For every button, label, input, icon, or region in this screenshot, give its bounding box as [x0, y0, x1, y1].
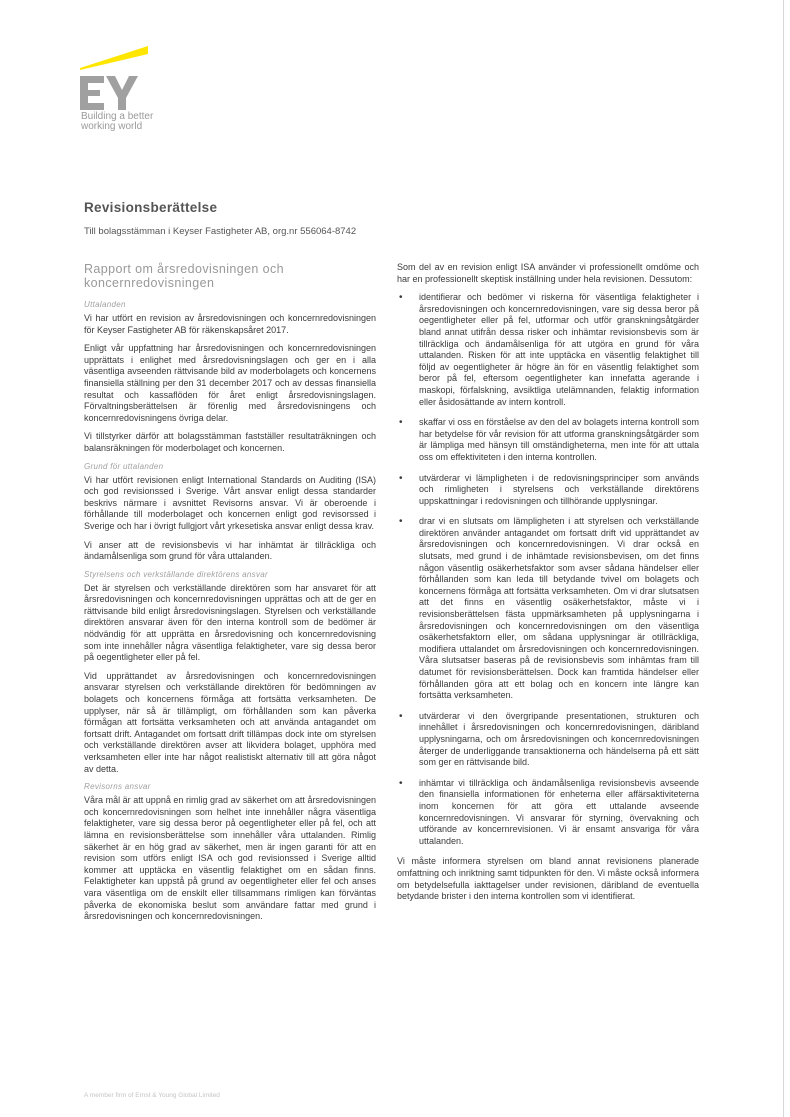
logo-e-mid — [80, 90, 100, 96]
logo-e-bottom — [80, 103, 104, 110]
bullet-icon: • — [399, 417, 403, 429]
logo-tagline-line2: working world — [81, 121, 143, 132]
bullet-icon: • — [399, 710, 403, 722]
ey-logo-mark — [78, 46, 188, 112]
bullet-icon: • — [399, 472, 403, 484]
footer-note: A member firm of Ernst & Young Global Limited — [84, 1092, 220, 1099]
list-item — [397, 516, 699, 702]
subheading-styrelsens-ansvar: Styrelsens och verkställande direktörens ansvar — [84, 569, 268, 579]
paragraph-styrelsens-ansvar-1: Det är styrelsen och verkställande direktören som har ansvaret för att årsredovisningen och koncernredovisningen upprättas och att de ger en rättvisande bild enligt årsredovisningslagen. Styrelsen och verkställande direktören ansvarar även för den interna kontroll som de bedömer är nödvändig för att upprätta en årsredovisning och koncernredovisning som inte innehåller några väsentliga felaktigheter, vare sig dessa beror på oegentligheter eller på fel. — [84, 582, 376, 663]
logo-yellow-beam — [80, 46, 148, 70]
paragraph-uttalanden-2: Enligt vår uppfattning har årsredovisningen och koncernredovisningen upprättats i enlighet med årsredovisningslagen och ger en i alla väsentliga avseenden rättvisande bild av moderbolagets och koncernens finansiella ställning per den 31 december 2017 och av dessas finansiella resultat och kassaflöden för året enligt årsredovisningslagen. Förvaltningsberättelsen är förenlig med årsredovisningens och koncernredovisningens övriga delar. — [84, 343, 376, 423]
list-item-text: inhämtar vi tillräckliga och ändamålsenliga revisionsbevis avseende den finansiella informationen för enheterna eller affärsaktiviteterna inom koncernen för att göra ett uttalande avseende koncernredovisningen. Vi ansvarar för styrning, övervakning och utförande av koncernrevisionen. Vi är ensamt ansvariga för våra uttalanden. — [419, 777, 699, 846]
logo-y-shape — [106, 76, 138, 110]
section-heading — [84, 262, 376, 290]
scan-edge-line — [783, 0, 784, 1117]
paragraph-grund-2: Vi anser att de revisionsbevis vi har inhämtat är tillräckliga och ändamålsenliga som grund för våra uttalanden. — [84, 539, 376, 562]
ey-logo — [78, 46, 188, 146]
list-item — [397, 711, 699, 769]
paragraph-uttalanden-3: Vi tillstyrker därför att bolagsstämman fastställer resultaträkningen och balansräkningen för moderbolaget och koncernen. — [84, 431, 376, 453]
subheading-grund: Grund för uttalanden — [84, 461, 164, 471]
recipient-line: Till bolagsstämman i Keyser Fastigheter AB, org.nr 556064-8742 — [84, 226, 357, 237]
paragraph-styrelsens-ansvar-2: Vid upprättandet av årsredovisningen och koncernredovisningen ansvarar styrelsen och verkställande direktören för bedömningen av bolagets och koncernens förmåga att fortsätta verksamheten. De upplyser, när så är tillämpligt, om förhållanden som kan påverka förmågan att fortsätta verksamheten och att använda antagandet om fortsatt drift. Antagandet om fortsatt drift tillämpas dock inte om styrelsen och verkställande direktören avser att likvidera bolaget, upphöra med verksamheten eller inte har något realistiskt alternativ till att göra något av detta. — [84, 670, 376, 774]
page-title: Revisionsberättelse — [84, 200, 218, 215]
list-item — [397, 292, 699, 408]
section-heading-line2: koncernredovisningen — [84, 276, 215, 290]
logo-e-top — [80, 76, 104, 83]
subheading-revisorns-ansvar: Revisorns ansvar — [84, 782, 151, 792]
paragraph-grund-1: Vi har utfört revisionen enligt International Standards on Auditing (ISA) och god revisionssed i Sverige. Vårt ansvar enligt dessa standarder beskrivs närmare i avsnittet Revisorns ansvar. Vi är oberoende i förhållande till moderbolaget och koncernen enligt god revisorssed i Sverige och har i övrigt fullgjort vårt yrkesetiska ansvar enligt dessa krav. — [84, 474, 376, 531]
section-heading-line1: Rapport om årsredovisningen och — [84, 262, 285, 276]
audit-steps-list — [397, 292, 699, 847]
list-item-text: drar vi en slutsats om lämpligheten i att styrelsen och verkställande direktören använder antagandet om fortsatt drift vid upprättandet av årsredovisningen och koncernredovisningen. Vi drar också en slutsats, med grund i de inhämtade revisionsbevisen, om det finns någon väsentlig osäkerhetsfaktor som avser sådana händelser eller förhållanden som kan leda till betydande tvivel om bolagets och koncernens förmåga att fortsätta verksamheten. Om vi drar slutsatsen att det finns en väsentlig osäkerhetsfaktor, måste vi i revisionsberättelsen fästa uppmärksamheten på upplysningarna i årsredovisningen och koncernredovisningen om den väsentliga osäkerhetsfaktorn eller, om sådana upplysningar är otillräckliga, modifiera uttalandet om årsredovisningen och koncernredovisningen. Våra slutsatser baseras på de revisionsbevis som inhämtas fram till datumet för revisionsberättelsen. Dock kan framtida händelser eller förhållanden göra att ett bolag och en koncern inte längre kan fortsätta verksamheten. — [419, 516, 699, 701]
list-item — [397, 417, 699, 463]
right-column — [397, 262, 699, 910]
paragraph-intro: Som del av en revision enligt ISA använder vi professionellt omdöme och har en professionellt skeptisk inställning under hela revisionen. Dessutom: — [397, 262, 699, 284]
left-column — [84, 262, 376, 930]
list-item — [397, 778, 699, 848]
list-item-text: identifierar och bedömer vi riskerna för väsentliga felaktigheter i årsredovisningen och koncernredovisningen, vare sig dessa beror på oegentligheter eller på fel, utformar och utför granskningsåtgärder bland annat utifrån dessa risker och inhämtar revisionsbevis som är tillräckliga och ändamålsenliga för att utgöra en grund för våra uttalanden. Risken för att inte upptäcka en väsentlig felaktighet till följd av oegentligheter är högre än för en väsentlig felaktighet som beror på fel, eftersom oegentligheter kan innefatta agerande i maskopi, förfalskning, avsiktliga utelämnanden, felaktig information eller åsidosättande av intern kontroll. — [419, 292, 699, 407]
bullet-icon: • — [399, 777, 403, 789]
list-item-text: utvärderar vi lämpligheten i de redovisningsprinciper som används och rimligheten i styrelsens och verkställande direktörens uppskattningar i redovisningen och tillhörande upplysningar. — [419, 472, 699, 506]
paragraph-revisorns-ansvar: Våra mål är att uppnå en rimlig grad av säkerhet om att årsredovisningen och koncernredovisningen som helhet inte innehåller några väsentliga felaktigheter, vare sig dessa beror på oegentligheter eller på fel, och att lämna en revisionsberättelse som innehåller våra uttalanden. Rimlig säkerhet är en hög grad av säkerhet, men är ingen garanti för att en revision som utförs enligt ISA och god revisionssed i Sverige alltid kommer att upptäcka en väsentlig felaktighet om en sådan finns. Felaktigheter kan uppstå på grund av oegentligheter eller fel och anses vara väsentliga om de enskilt eller tillsammans rimligen kan förväntas påverka de ekonomiska beslut som användare fattar med grund i årsredovisningen och koncernredovisningen. — [84, 795, 376, 922]
bullet-icon: • — [399, 516, 403, 528]
list-item-text: skaffar vi oss en förståelse av den del av bolagets interna kontroll som har betydelse för vår revision för att utforma granskningsåtgärder som är lämpliga med hänsyn till omständigheterna, men inte för att uttala oss om effektiviteten i den interna kontrollen. — [419, 417, 699, 462]
logo-tagline-line1: Building a better — [81, 111, 154, 122]
paragraph-uttalanden-1: Vi har utfört en revision av årsredovisningen och koncernredovisningen för Keyser Fastigheter AB för räkenskapsåret 2017. — [84, 313, 376, 335]
list-item-text: utvärderar vi den övergripande presentationen, strukturen och innehållet i årsredovisningen och koncernredovisningen, däribland upplysningarna, och om årsredovisningen och koncernredovisningen återger de underliggande transaktionerna och händelserna på ett sätt som ger en rättvisande bild. — [419, 710, 699, 768]
paragraph-closing: Vi måste informera styrelsen om bland annat revisionens planerade omfattning och inriktning samt tidpunkten för den. Vi måste också informera om betydelsefulla iakttagelser under revisionen, däribland de eventuella betydande brister i den interna kontrollen som vi identifierat. — [397, 856, 699, 902]
list-item — [397, 473, 699, 508]
subheading-uttalanden: Uttalanden — [84, 300, 126, 309]
bullet-icon: • — [399, 292, 403, 304]
